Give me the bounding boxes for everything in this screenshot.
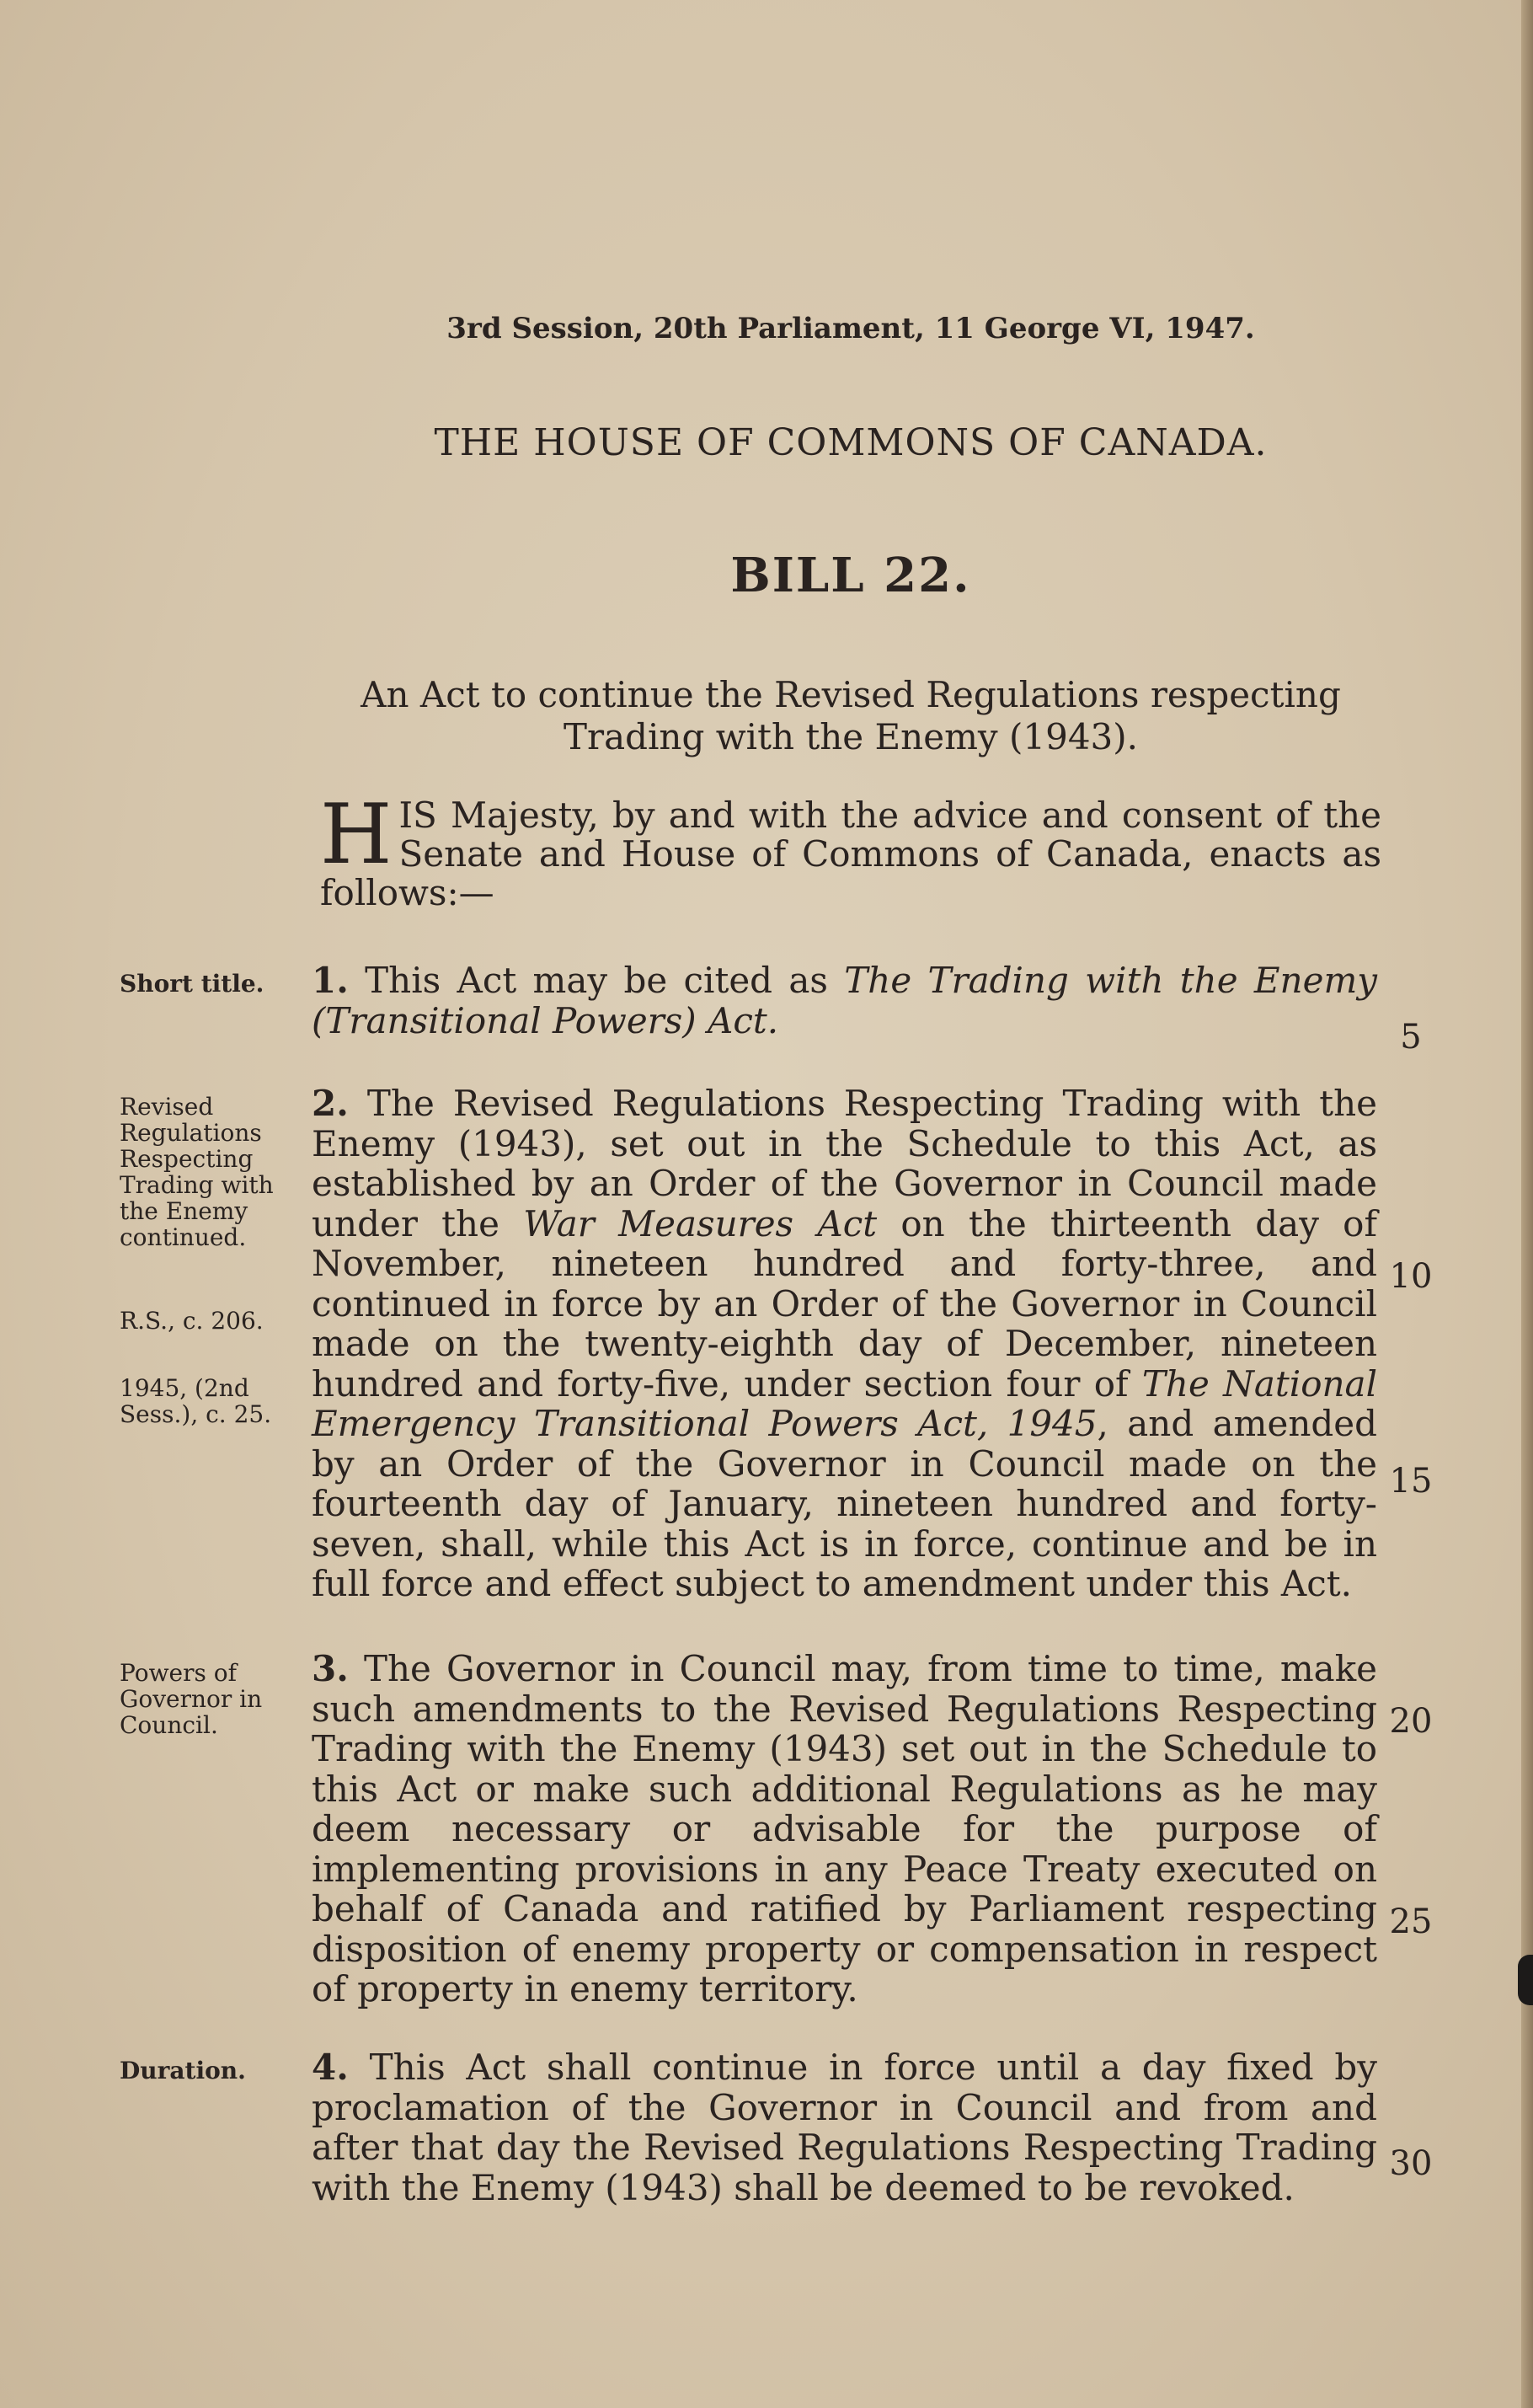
- section-2: [312, 1084, 1377, 1604]
- section-1: [312, 961, 1377, 1041]
- margin-note-revised-regulations: Revised Regulations Respecting Trading with the Enemy continued.: [120, 1093, 274, 1251]
- line-number-10: 10: [1389, 1257, 1433, 1296]
- margin-note-short-title: Short title.: [120, 970, 264, 998]
- section-3-text: The Governor in Council may, from time to time, make such amendments to the Revised Regulations Respecting Trading with the Enemy (1943) set out in the Schedule to this Act or make such additional Regulations as he may deem necessary or advisable for the purpose of implementing provisions in any Peace Treaty executed on behalf of Canada and ratified by Parliament respecting disposition of enemy property or compensation in respect of property in enemy territory.: [312, 1648, 1377, 2009]
- section-1-act-name: The Trading with the Enemy (Transitional Powers) Act.: [312, 960, 1378, 1041]
- margin-note-rs: R.S., c. 206.: [120, 1307, 264, 1335]
- margin-note-1945: 1945, (2nd Sess.), c. 25.: [120, 1374, 272, 1428]
- page-edge: [1521, 0, 1533, 2408]
- bill-number: BILL 22.: [730, 548, 971, 603]
- section-4-text: This Act shall continue in force until a day fixed by proclamation of the Governor in Council and from and after that day the Revised Regulations Respecting Trading with the Enemy (1943) shall be deemed to be revoked.: [312, 2047, 1377, 2208]
- act-title-line-2: Trading with the Enemy (1943).: [563, 716, 1138, 757]
- line-number-25: 25: [1389, 1902, 1433, 1941]
- line-number-5: 5: [1400, 1018, 1422, 1057]
- section-2-text-b: on the thirteenth day of November, nineteen hundred and forty-three, and continued in force by an Order of the Governor in Council made on the twenty-eighth day of December, nineteen hundred and forty-five, under section four of: [312, 1202, 1378, 1405]
- section-4-number: 4.: [312, 2047, 349, 2088]
- line-number-15: 15: [1389, 1462, 1433, 1501]
- act-title: [320, 674, 1381, 758]
- act-title-line-1: An Act to continue the Revised Regulations respecting: [361, 674, 1341, 715]
- line-number-30: 30: [1389, 2144, 1433, 2183]
- section-2-italic-1: War Measures Act: [523, 1202, 878, 1244]
- drop-cap: H: [320, 787, 393, 883]
- section-3-number: 3.: [312, 1648, 349, 1689]
- house-title: THE HOUSE OF COMMONS OF CANADA.: [434, 421, 1268, 464]
- line-number-20: 20: [1389, 1702, 1433, 1741]
- section-2-text-c: , and amended by an Order of the Governor in Council made on the fourteenth day of January, nineteen hundred and forty-seven, shall, while this Act is in force, continue and be in full force and effect subject to amendment under this Act.: [312, 1403, 1377, 1604]
- section-2-number: 2.: [312, 1083, 349, 1124]
- section-3: [312, 1649, 1377, 2009]
- section-2-italic-2: The National Emergency Transitional Powers Act, 1945: [312, 1362, 1378, 1444]
- session-line: 3rd Session, 20th Parliament, 11 George VI, 1947.: [446, 312, 1255, 345]
- ink-blot: [1518, 1955, 1533, 2005]
- margin-note-duration: Duration.: [120, 2057, 246, 2084]
- section-4: [312, 2047, 1377, 2207]
- section-1-text-a: This Act may be cited as: [365, 960, 828, 1001]
- section-1-number: 1.: [312, 960, 349, 1001]
- section-2-text-a: The Revised Regulations Respecting Trading with the Enemy (1943), set out in the Schedule to this Act, as established by an Order of the Governor in Council made under the: [312, 1083, 1377, 1244]
- enacting-clause: [320, 787, 1381, 913]
- margin-note-powers: Powers of Governor in Council.: [120, 1659, 263, 1739]
- enacting-text: IS Majesty, by and with the advice and consent of the Senate and House of Commons of Canada, enacts as follows:—: [320, 795, 1381, 913]
